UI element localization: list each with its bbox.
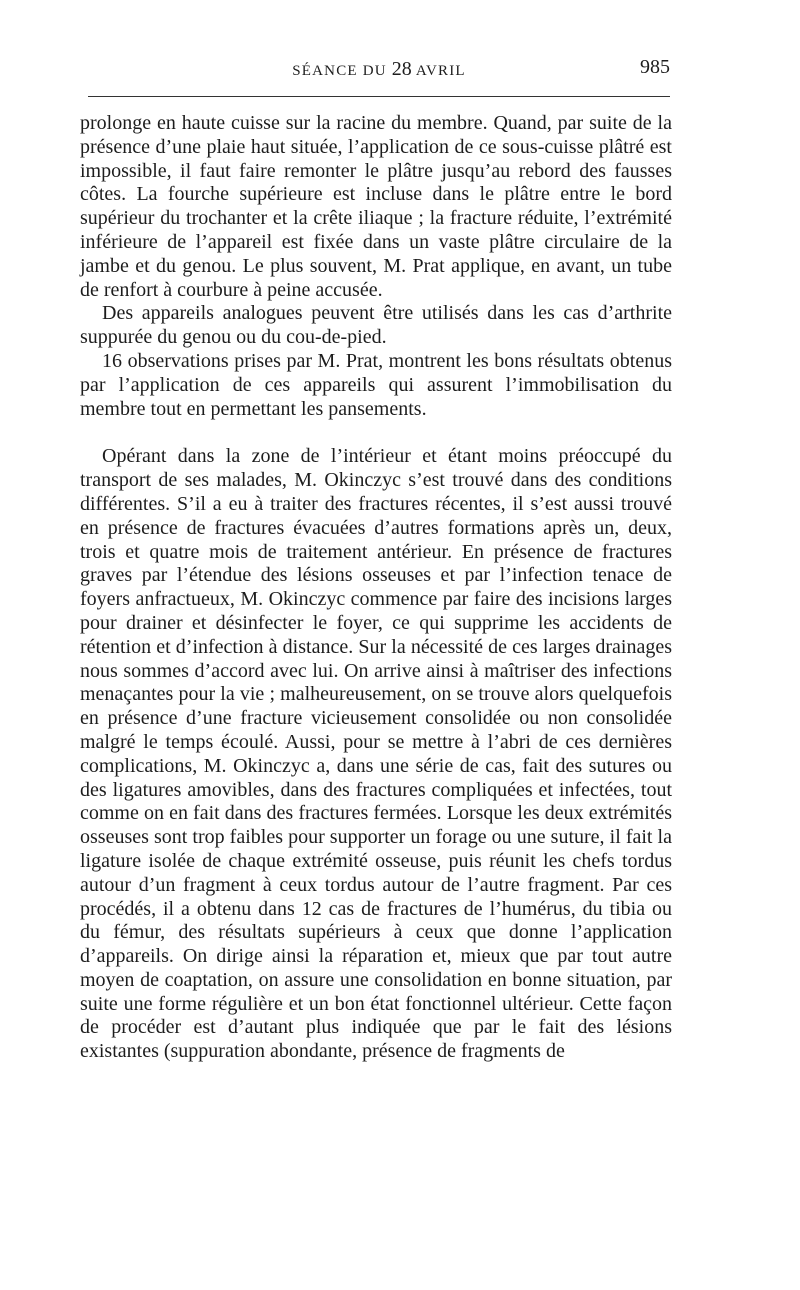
running-title-day: 28	[391, 58, 412, 80]
header-divider	[88, 96, 670, 97]
running-head	[88, 58, 670, 82]
paragraph-arthrite: Des appareils analogues peuvent être utilisés dans les cas d’arthrite suppurée du genou ou du cou-de-pied.	[80, 302, 672, 349]
running-title-prefix: SÉANCE DU	[292, 63, 387, 79]
running-title	[88, 58, 670, 81]
page-number: 985	[640, 56, 670, 78]
body-text	[80, 112, 672, 1064]
paragraph-okinczyc: Opérant dans la zone de l’intérieur et étant moins préoccupé du transport de ses malades, M. Okinczyc s’est trouvé dans des conditions différentes. S’il a eu à traiter des fractures récentes, il s’est aussi trouvé en présence de fractures évacuées d’autres formations après un, deux, trois et quatre mois de traitement antérieur. En présence de fractures graves par l’étendue des lésions osseuses et par l’infection tenace de foyers anfractueux, M. Okinczyc commence par faire des incisions larges pour drainer et désinfecter le foyer, ce qui supprime les accidents de rétention et d’infection à distance. Sur la nécessité de ces larges drainages nous sommes d’accord avec lui. On arrive ainsi à maîtriser des infections menaçantes pour la vie ; malheureusement, on se trouve alors quelquefois en présence d’une fracture vicieusement consolidée ou non consolidée malgré le temps écoulé. Aussi, pour se mettre à l’abri de ces dernières complications, M. Okinczyc a, dans une série de cas, fait des sutures ou des ligatures amovibles, dans des fractures compliquées et infectées, tout comme on en fait dans des fractures fermées. Lorsque les deux extrémités osseuses sont trop faibles pour supporter un forage ou une suture, il fait la ligature isolée de chaque extrémité osseuse, puis réunit les chefs tordus autour d’un fragment à ceux tordus autour de l’autre fragment. Par ces procédés, il a obtenu dans 12 cas de fractures de l’humérus, du tibia ou du fémur, des résultats supérieurs à ceux que donne l’application d’appareils. On dirige ainsi la réparation et, mieux que par tout autre moyen de coaptation, on assure une consolidation en bonne situation, par suite une forme régulière et un bon état fonctionnel ultérieur. Cette façon de procéder est d’autant plus indiquée que par le fait des lésions existantes (suppuration abondante, présence de fragments de	[80, 445, 672, 1063]
running-title-month: AVRIL	[415, 63, 466, 79]
paragraph-observations: 16 observations prises par M. Prat, montrent les bons résultats obtenus par l’application de ces appareils qui assurent l’immobilisation du membre tout en permettant les pansements.	[80, 349, 672, 420]
paragraph-continuation: prolonge en haute cuisse sur la racine du membre. Quand, par suite de la présence d’une plaie haut située, l’application de ce sous-cuisse plâtré est impossible, il faut faire remonter le plâtre jusqu’au rebord des fausses côtes. La fourche supérieure est incluse dans le plâtre entre le bord supérieur du trochanter et la crête iliaque ; la fracture réduite, l’extrémité inférieure de l’appareil est fixée dans un vaste plâtre circulaire de la jambe et du genou. Le plus souvent, M. Prat applique, en avant, un tube de renfort à courbure à peine accusée.	[80, 112, 672, 301]
